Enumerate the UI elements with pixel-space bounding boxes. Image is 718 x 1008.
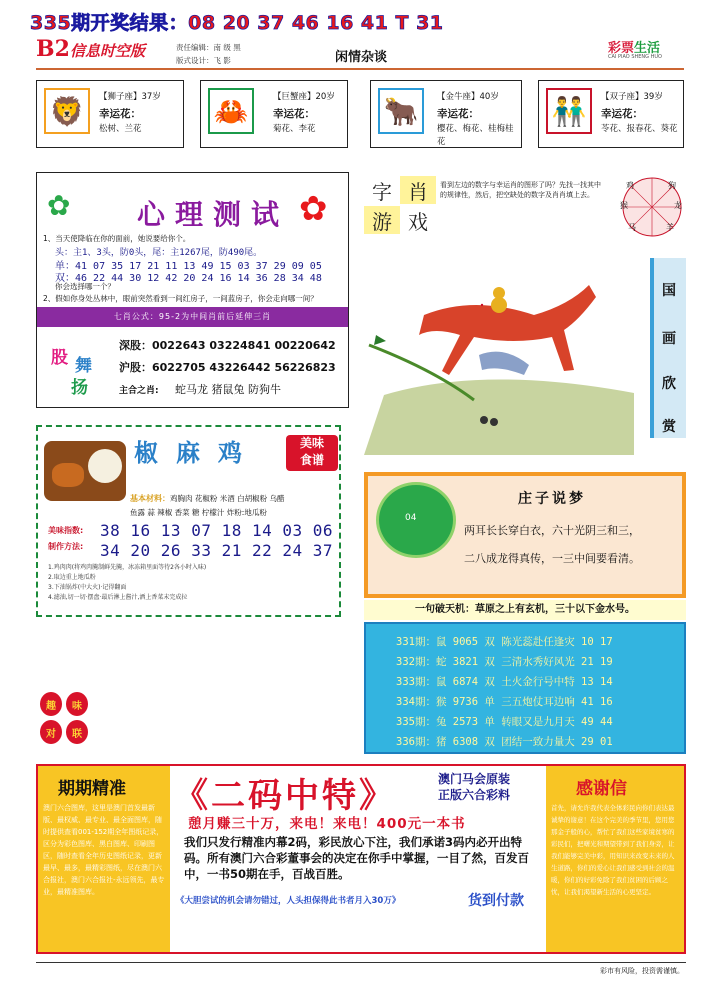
zodiac-flowers: 苓花、报春花、葵花 xyxy=(601,124,678,134)
wheel-char: 猴 xyxy=(620,201,628,210)
method-label: 制作方法: xyxy=(48,542,84,551)
psychology-test-panel xyxy=(36,172,349,408)
crab-icon: 🦀 xyxy=(208,88,254,134)
main-zodiac-value: 蛇马龙 猪鼠兔 防狗牛 xyxy=(175,383,281,396)
puzzle-char: 戏 xyxy=(408,209,428,234)
gwy-brand xyxy=(51,343,119,403)
precision-title: 期期精准 xyxy=(58,779,126,799)
lantern-icon: 联 xyxy=(66,720,88,744)
cash-on-delivery: 货到付款 xyxy=(468,893,524,909)
chicken-icon xyxy=(52,463,84,487)
thanks-text: 首先，请允许我代表全体彩民向你们表达最诚挚的谢意！在这个完美的季节里，您用您那金子般的心，帮忙了我们这些家境贫寒的彩民们，把曙光和期望带到了我们身旁，让我们能够完美中彩，用知识来改变未来的人生道路，你们的爱心让我们感受到社会的温暖，你们的好彩免除了我们贫困的后顾之忧，让我们渴望新生活的心更坚定。 xyxy=(551,804,675,896)
zodiac-flowers: 菊花、李花 xyxy=(273,124,316,134)
wheel-char: 羊 xyxy=(666,223,674,232)
zodiac-lucky-label: 幸运花： xyxy=(601,108,643,120)
history-row: 335期：兔 2573 单 转眼又是九月天 49 44 xyxy=(396,716,613,728)
lantern-icon: 味 xyxy=(66,692,88,716)
flavor-index-label: 美味指数: xyxy=(48,526,84,535)
recipe-step: 4.滤油,切一切·摆盘·最后淋上酱汁,洒上香菜末完成拉 xyxy=(48,594,188,601)
recipe-numbers-2: 34 20 26 33 21 22 24 37 xyxy=(100,541,334,560)
brand-logo: 彩票生活 xyxy=(608,41,661,56)
precision-text: 澳门六合图库，这里是澳门首发最新版、最权威、最专业、最全面图库，随时提供查看001-152期全年图纸记录，区分为彩色图库、黑白图库、印刷图区，随时查看全年历史图纸记录，更新最早、最多，最精彩图纸，尽在澳门六合报社，澳门六合报社-永远领先，最专业，最精准图库。 xyxy=(43,804,165,896)
recipe-title: 椒麻鸡 xyxy=(134,439,260,467)
ad-body: 我们只发行精准内幕2码，彩民放心下注，我们承诺3码内必开出特码。所有澳门六合彩董事会的决定在你手中掌握，一目了然，百发百中，一书50期在手，百战百胜。 xyxy=(184,835,529,881)
zodiac-sign: 【金牛座】40岁 xyxy=(437,92,499,102)
recipe-step: 2.取边重上地瓜粉 xyxy=(48,574,96,581)
puzzle-char: 字 xyxy=(372,179,392,204)
hint-line: 一句破天机：草原之上有玄机，三十以下金水号。 xyxy=(364,600,686,620)
question-1: 1、当天使降临在你的面前，她说要给你个。 xyxy=(43,234,191,243)
bottom-ad xyxy=(36,764,686,954)
poem-line-1: 两耳长长穿白衣，六十光阴三和三， xyxy=(464,524,640,537)
zodiac-puzzle-grid xyxy=(364,176,438,238)
wheel-char: 龙 xyxy=(674,201,682,210)
head-tail-tip: 头：主1、3头，防0头，尾：主1267尾，防490尾。 xyxy=(55,248,263,258)
footer-disclaimer: 彩市有风险，投资需谨慎。 xyxy=(600,967,684,975)
recipe-numbers-1: 38 16 13 07 18 14 03 06 xyxy=(100,521,334,540)
history-row: 333期：鼠 6874 双 土火金行号中特 13 14 xyxy=(396,676,613,688)
editor-credit: 责任编辑：南 级 黑 xyxy=(176,43,241,52)
art-char: 欣 xyxy=(662,376,676,392)
zodiac-wheel xyxy=(612,176,692,238)
brand-char: 扬 xyxy=(71,378,88,398)
even-numbers: 双：46 22 44 30 12 42 20 24 16 14 36 28 34 48 xyxy=(55,273,322,284)
wheel-char: 狗 xyxy=(668,181,676,190)
art-char: 国 xyxy=(662,283,676,299)
zodiac-flowers: 松树、兰花 xyxy=(99,124,142,134)
zhuangzi-inner xyxy=(368,476,682,594)
header-divider xyxy=(36,68,684,70)
zodiac-lucky-label: 幸运花： xyxy=(273,108,315,120)
lantern-icon: 趣 xyxy=(40,692,62,716)
ad-price-line: 憩月赚三十万，来电！来电！400元一本书 xyxy=(188,816,466,832)
zodiac-lucky-label: 幸运花： xyxy=(437,108,479,120)
ad-title: 《二码中特》 xyxy=(174,776,396,816)
horse-painting-graphic xyxy=(364,275,644,455)
thanks-title: 感谢信 xyxy=(576,779,627,799)
history-row: 331期：鼠 9065 双 陈光蕊赴任逢灾 10 17 xyxy=(396,636,613,648)
recipe-panel xyxy=(36,425,341,617)
zodiac-card-cancer xyxy=(200,80,348,148)
ad-slogan: 《大胆尝试的机会请勿错过，人头担保得此书者月入30万》 xyxy=(176,896,401,906)
recipe-step: 3.下油锅炸(中大火)·记得翻面 xyxy=(48,584,127,591)
lion-icon: 🦁 xyxy=(44,88,90,134)
clover-icon: ✿ xyxy=(47,189,71,222)
section-title: 闲情杂谈 xyxy=(335,50,388,65)
ingredients-2: 鱼露 蒜 辣椒 香菜 糖 柠檬汁 炸粉:地瓜粉 xyxy=(130,508,267,517)
page-name: 信息时空版 xyxy=(70,42,146,60)
zhuangzi-panel xyxy=(364,472,686,598)
psychology-title: 心理测试 xyxy=(137,198,290,231)
zhuangzi-title: 庄子说梦 xyxy=(518,491,586,507)
zodiac-card-gemini xyxy=(538,80,684,148)
history-row: 334期：猴 9736 单 三五炮仗耳边响 41 16 xyxy=(396,696,613,708)
brand-logo-sub: CAI PIAO SHENG HUO xyxy=(608,54,662,60)
recipe-tag: 美味 食谱 xyxy=(286,435,338,471)
shanghai-stock: 沪股：6022705 43226442 56226823 xyxy=(119,361,336,374)
zodiac-lucky-label: 幸运花： xyxy=(99,108,141,120)
designer-credit: 版式设计：飞 影 xyxy=(176,56,231,65)
question-1-end: 你会选择哪一个？ xyxy=(55,282,115,291)
zodiac-card-leo xyxy=(36,80,184,148)
flower-icon: ✿ xyxy=(299,189,328,229)
poem-line-2: 二八成龙得真传，一三中间要看清。 xyxy=(464,552,640,565)
wheel-char: 鸡 xyxy=(626,181,634,190)
leaf-label: 04 xyxy=(405,513,417,523)
question-2: 2、假如你身处丛林中，眼前突然看到一间红房子，一间蓝房子，你会走向哪一间？ xyxy=(43,294,318,303)
lotus-leaf-image xyxy=(376,482,456,558)
page-code: B2 xyxy=(36,36,70,62)
thanks-box xyxy=(546,766,684,952)
zodiac-flowers: 樱花、梅花、桂梅桂花 xyxy=(437,124,514,147)
horse-painting xyxy=(364,275,644,455)
ingredients-1: 基本材料：鸡胸肉 花椒粉 米酒 白胡椒粉 乌醋 xyxy=(130,494,285,503)
main-zodiac-label: 主合之肖: xyxy=(119,386,159,396)
brand-char: 舞 xyxy=(75,356,92,376)
puzzle-char: 肖 xyxy=(400,176,436,204)
precision-box xyxy=(38,766,170,952)
recipe-step: 1.鸡肉肉(将鸡肉腌制鲜先腌，冰冻箱里面等待2各小时入味) xyxy=(48,564,207,571)
ad-source-1: 澳门马会原装 xyxy=(438,772,511,786)
bull-icon: 🐂 xyxy=(378,88,424,134)
zodiac-sign: 【狮子座】37岁 xyxy=(99,92,161,102)
zodiac-sign: 【巨蟹座】20岁 xyxy=(273,92,335,102)
history-results xyxy=(364,622,686,754)
art-char: 赏 xyxy=(662,419,676,435)
brand-char: 股 xyxy=(51,348,68,368)
draw-result-banner: 335期开奖结果：08 20 37 46 16 41 T 31 xyxy=(30,12,444,34)
history-row: 332期：蛇 3821 双 三清水秀好风光 21 19 xyxy=(396,656,613,668)
twins-icon: 👬 xyxy=(546,88,592,134)
puzzle-instructions: 看到左边的数字与幸运肖的图形了吗？先找一找其中的规律性，然后，把空缺处的数字及肖肖填上去。 xyxy=(440,181,601,199)
shenzhen-stock: 深股：0022643 03224841 00220642 xyxy=(119,339,336,352)
art-appreciation-label xyxy=(650,258,686,438)
rice-bowl-icon xyxy=(88,449,122,483)
dish-photo xyxy=(44,441,126,501)
puzzle-char: 游 xyxy=(364,206,400,234)
art-char: 画 xyxy=(662,331,676,347)
footer-divider xyxy=(36,962,686,963)
formula-bar: 七肖公式：95-2为中间肖前后延伸三肖 xyxy=(37,307,348,327)
ad-source-2: 正版六合彩料 xyxy=(438,788,511,802)
zodiac-sign: 【双子座】39岁 xyxy=(601,92,663,102)
wheel-char: 马 xyxy=(628,223,636,232)
zodiac-card-taurus xyxy=(370,80,522,148)
odd-numbers: 单：41 07 35 17 21 11 13 49 15 03 37 29 09 05 xyxy=(55,261,322,272)
lantern-icon: 对 xyxy=(40,720,62,744)
history-row: 336期：猪 6308 双 团结一致力量大 29 01 xyxy=(396,736,613,748)
